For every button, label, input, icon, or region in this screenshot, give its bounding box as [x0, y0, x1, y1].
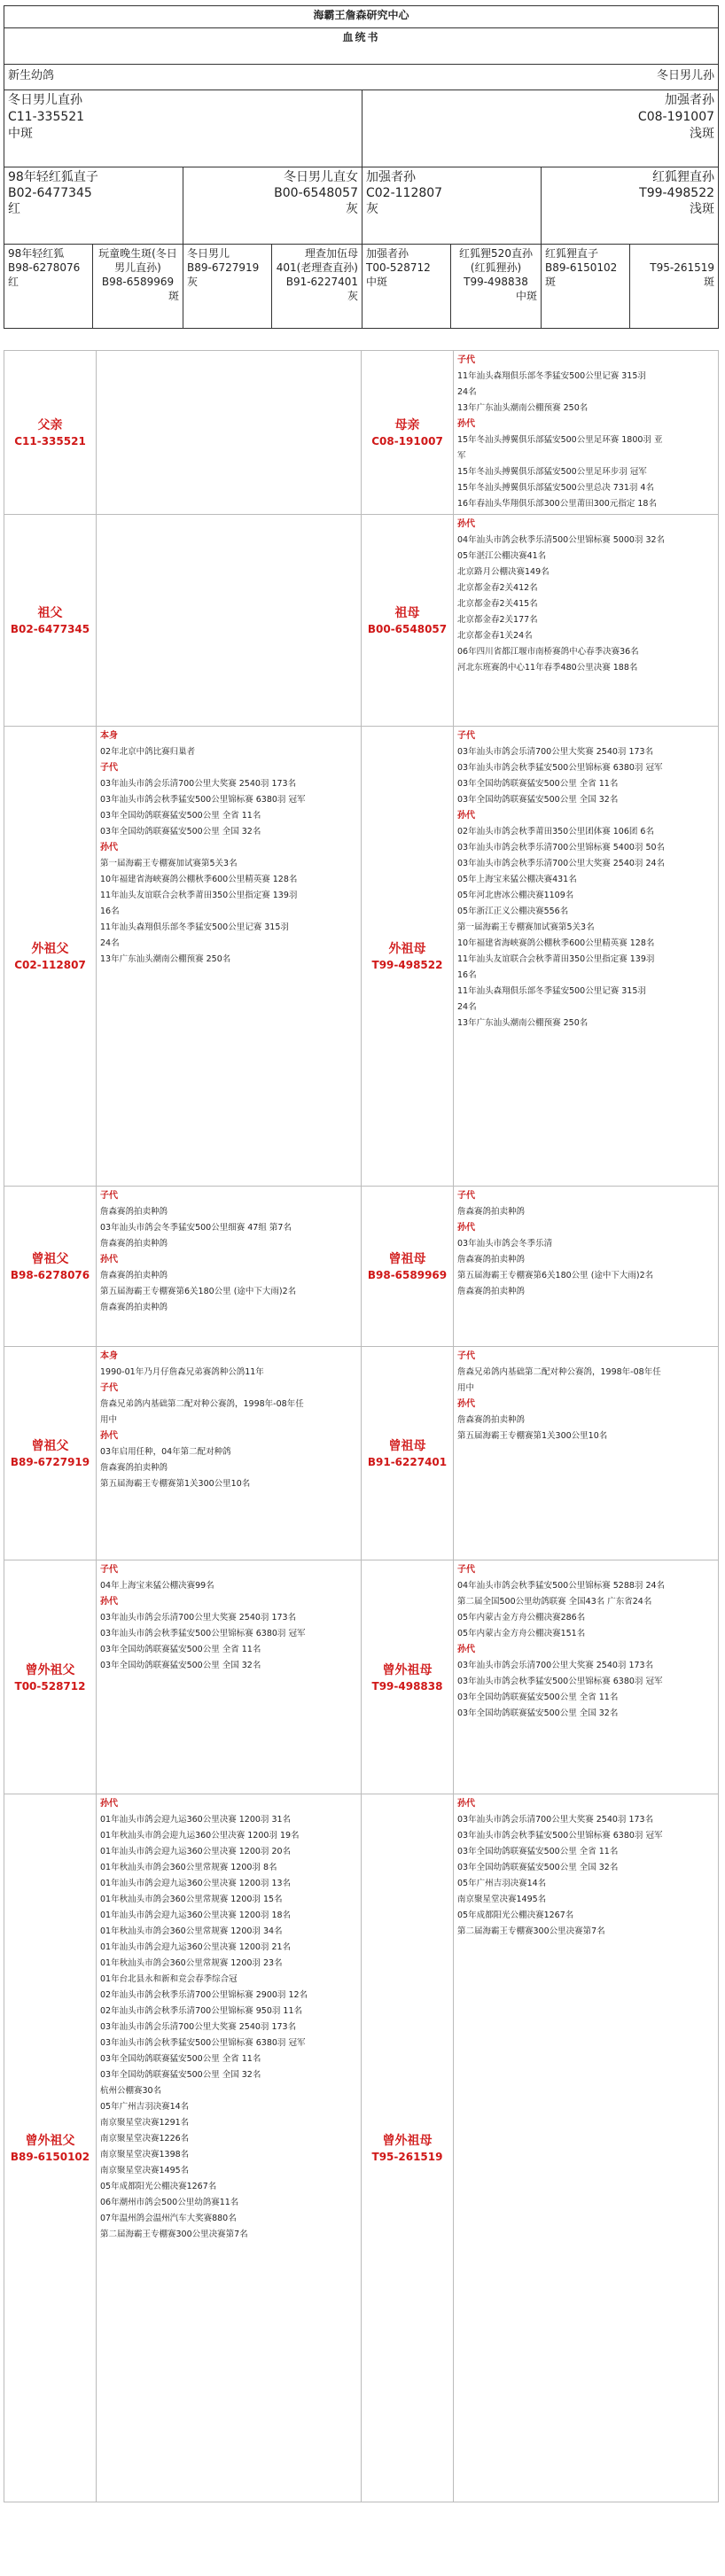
achievement-line: 03年汕头市鸽会乐清700公里大奖赛 2540羽 173名	[457, 1815, 654, 1825]
ancestor-name-cell	[4, 351, 97, 515]
achievement-line: 10年福建省海峡赛鸽公棚秋季600公里精英赛 128名	[457, 938, 655, 948]
achievement-line: 16年春汕头华翔俱乐部300公里莆田300元指定 18名	[457, 499, 657, 509]
record-row	[4, 1187, 719, 1347]
grandparent-cell	[362, 167, 542, 245]
achievement-line: 南京聚星堂决赛1291名	[100, 2118, 190, 2128]
achievement-line: 詹森赛鸽拍卖种鸽	[100, 1463, 168, 1473]
achievement-line: 04年汕头市鸽会秋季猛安500公里锦标赛 5288羽 24名	[457, 1581, 666, 1591]
ancestor-ring: B98-6589969	[367, 1269, 448, 1281]
ancestor-name-cell	[4, 727, 97, 1187]
achievements-cell	[454, 515, 719, 727]
great-grandparent-ring: B98-6589969	[101, 276, 175, 288]
sire-ring: C11-335521	[8, 110, 85, 124]
achievement-line: 詹森赛鸽拍卖种鸽	[100, 1303, 168, 1312]
achievement-line: 詹森赛鸽拍卖种鸽	[457, 1287, 526, 1296]
pedigree-page	[4, 5, 721, 2502]
achievements-cell	[454, 1347, 719, 1560]
achievement-line: 11年汕头友谊联合会秋季莆田350公里指定赛 139羽	[100, 891, 298, 900]
grandparent-cell	[183, 167, 362, 245]
section-heading: 子代	[457, 1351, 475, 1361]
achievement-line: 03年全国幼鸽联赛猛安500公里 全国 32名	[457, 1708, 619, 1718]
achievement-line: 11年汕头友谊联合会秋季莆田350公里指定赛 139羽	[457, 954, 655, 964]
sire-cell	[4, 90, 362, 167]
section-heading: 本身	[100, 731, 118, 741]
ancestor-label: 外祖父	[31, 942, 69, 956]
ancestor-label: 母亲	[394, 418, 420, 432]
ancestor-name-cell	[4, 1187, 97, 1347]
great-grandparent-name: 红狐狸直子	[545, 247, 599, 260]
great-grandparent-color: 中斑	[515, 290, 537, 302]
ancestor-name-cell	[362, 351, 454, 515]
achievement-line: 03年启用任种，04年第二配对种鸽	[100, 1447, 231, 1457]
achievement-line: 05年上海宝来猛公棚决赛431名	[457, 875, 577, 884]
achievement-line: 第二届海霸王专棚赛300公里决赛第7名	[457, 1926, 605, 1936]
great-grandparent-cell	[451, 245, 542, 329]
grandparent-color: 灰	[346, 202, 358, 216]
achievements-cell	[454, 1560, 719, 1794]
great-grandparent-color: 中斑	[366, 276, 388, 288]
achievement-line: 第二届海霸王专棚赛300公里决赛第7名	[100, 2230, 248, 2239]
section-heading: 子代	[100, 1191, 118, 1201]
achievement-line: 第五届海霸王专棚赛第1关300公里10名	[100, 1479, 251, 1489]
achievements-cell	[454, 1187, 719, 1347]
section-heading: 孙代	[100, 1597, 118, 1607]
achievement-line: 用中	[457, 1383, 475, 1393]
section-heading: 本身	[100, 1351, 118, 1361]
achievement-line: 第一届海霸王专棚赛加试赛第5关3名	[100, 859, 238, 868]
achievement-line: 06年潮州市鸽会500公里幼鸽赛11名	[100, 2198, 239, 2207]
achievement-line: 03年全国幼鸽联赛猛安500公里 全国 32名	[100, 1661, 261, 1670]
ancestor-label: 曾外祖父	[25, 1662, 75, 1677]
achievement-line: 03年汕头市鸽会秋季猛安500公里锦标赛 6380羽 冠军	[100, 1629, 306, 1638]
achievement-line: 05年广州吉羽决赛14名	[457, 1879, 547, 1888]
ancestor-name-cell	[362, 1347, 454, 1560]
ancestor-name-cell	[4, 1560, 97, 1794]
achievements-cell	[454, 1794, 719, 2502]
ancestor-name-cell	[362, 1187, 454, 1347]
sire-color: 中斑	[8, 127, 33, 141]
achievement-line: 05年河北唐冰公棚决赛1109名	[457, 891, 574, 900]
section-heading: 子代	[457, 1565, 475, 1575]
great-grandparent-name: 红狐狸520直孙(红狐狸孙)	[459, 247, 533, 274]
section-heading: 孙代	[100, 843, 118, 852]
record-row	[4, 1794, 719, 2502]
ancestor-name-cell	[362, 1560, 454, 1794]
achievement-line: 01年汕头市鸽会迎九运360公里决赛 1200羽 18名	[100, 1911, 292, 1920]
achievement-line: 03年汕头市鸽会秋季猛安500公里锦标赛 6380羽 冠军	[100, 2038, 306, 2048]
ancestor-label: 曾祖母	[388, 1252, 426, 1266]
records-table	[4, 350, 719, 2502]
ancestor-name-cell	[4, 1794, 97, 2502]
ancestor-ring: B02-6477345	[10, 623, 90, 635]
achievement-line: 11年汕头森翔俱乐部冬季猛安500公里记赛 315羽	[100, 922, 289, 932]
achievement-line: 06年四川省都江堰市南桥赛鸽中心春季决赛36名	[457, 647, 639, 657]
achievement-line: 南京聚星堂决赛1398名	[100, 2150, 190, 2160]
document-title: 血统书	[4, 28, 719, 65]
achievements-cell	[454, 351, 719, 515]
ancestor-name-cell	[362, 727, 454, 1187]
achievement-line: 01年汕头市鸽会迎九运360公里决赛 1200羽 13名	[100, 1879, 292, 1888]
achievement-line: 02年汕头市鸽会秋季乐清700公里锦标赛 2900羽 12名	[100, 1990, 308, 2000]
great-grandparent-color: 斑	[545, 276, 557, 288]
ancestor-label: 父亲	[37, 418, 63, 432]
achievement-line: 03年全国幼鸽联赛猛安500公里 全省 11名	[457, 1693, 619, 1702]
ancestor-ring: C02-112807	[14, 959, 86, 971]
achievement-line: 03年全国幼鸽联赛猛安500公里 全国 32名	[457, 1863, 619, 1872]
dam-ring: C08-191007	[637, 110, 715, 124]
section-heading: 孙代	[457, 419, 475, 429]
achievement-line: 03年汕头市鸽会乐清700公里大奖赛 2540羽 173名	[457, 747, 654, 757]
achievement-line: 河北东班赛鸽中心11年春季480公里决赛 188名	[457, 663, 638, 673]
section-heading: 孙代	[100, 1431, 118, 1441]
achievement-line: 第二届全国500公里幼鸽联赛 全国43名 广东省24名	[457, 1597, 652, 1607]
ancestor-ring: B91-6227401	[367, 1456, 448, 1468]
ancestor-ring: T99-498522	[371, 959, 443, 971]
section-heading: 子代	[457, 355, 475, 365]
achievement-line: 北京都金春2关177名	[457, 615, 538, 625]
achievement-line: 13年广东汕头潮南公棚预赛 250名	[457, 403, 589, 413]
achievement-line: 詹森赛鸽拍卖种鸽	[100, 1239, 168, 1249]
achievement-line: 南京聚星堂决赛1495名	[100, 2166, 190, 2175]
dam-color: 浅斑	[690, 127, 715, 141]
achievements-cell	[97, 515, 362, 727]
ancestor-ring: T00-528712	[14, 1679, 86, 1693]
dam-name: 加强者孙	[665, 93, 715, 107]
achievement-line: 03年汕头市鸽会乐清700公里大奖赛 2540羽 173名	[457, 1661, 654, 1670]
achievement-line: 05年内蒙古金方舟公棚决赛286名	[457, 1613, 586, 1623]
achievement-line: 03年全国幼鸽联赛猛安500公里 全国 32名	[100, 827, 261, 837]
achievement-line: 13年广东汕头潮南公棚预赛 250名	[457, 1018, 589, 1028]
achievement-line: 11年汕头森翔俱乐部冬季猛安500公里记赛 315羽	[457, 371, 646, 381]
achievement-line: 07年温州鸽会温州汽车大奖赛880名	[100, 2214, 237, 2223]
grandparent-ring: B02-6477345	[8, 186, 92, 200]
achievement-line: 01年秋汕头市鸽会360公里常规赛 1200羽 8名	[100, 1863, 277, 1872]
ancestor-ring: B00-6548057	[367, 623, 448, 635]
achievement-line: 第五届海霸王专棚赛第1关300公里10名	[457, 1431, 608, 1441]
great-grandparent-ring: T00-528712	[366, 261, 431, 274]
pedigree-chart	[4, 5, 719, 329]
achievement-line: 01年秋汕头市鸽会360公里常规赛 1200羽 34名	[100, 1926, 283, 1936]
record-row	[4, 727, 719, 1187]
ancestor-ring: B89-6727919	[10, 1456, 90, 1468]
achievement-line: 03年汕头市鸽会秋季猛安500公里锦标赛 6380羽 冠军	[457, 763, 663, 773]
center-name: 海霸王詹森研究中心	[4, 6, 719, 28]
grandparent-color: 浅斑	[690, 202, 715, 216]
achievement-line: 北京都金春2关415名	[457, 599, 538, 609]
record-row	[4, 1560, 719, 1794]
owner-right: 冬日男儿孙	[362, 65, 719, 90]
achievement-line: 第五届海霸王专棚赛第6关180公里 (途中下大雨)2名	[457, 1271, 654, 1280]
achievement-line: 詹森赛鸽拍卖种鸽	[100, 1271, 168, 1280]
achievement-line: 03年汕头市鸽会乐清700公里大奖赛 2540羽 173名	[100, 779, 297, 789]
grandparent-name: 红狐狸直孙	[652, 170, 715, 184]
section-heading: 孙代	[100, 1255, 118, 1265]
grandparent-name: 98年轻红狐直子	[8, 170, 98, 184]
section-heading: 子代	[100, 1383, 118, 1393]
ancestor-name-cell	[4, 515, 97, 727]
achievement-line: 10年福建省海峡赛鸽公棚秋季600公里精英赛 128名	[100, 875, 298, 884]
achievements-cell	[454, 727, 719, 1187]
achievement-line: 北京路月公棚决赛149名	[457, 567, 550, 577]
grandparent-cell	[4, 167, 183, 245]
achievement-line: 南京聚星堂决赛1495名	[457, 1895, 547, 1904]
achievement-line: 杭州公棚赛30名	[100, 2086, 162, 2096]
ancestor-label: 曾外祖父	[25, 2134, 75, 2148]
achievement-line: 01年秋汕头市鸽会360公里常规赛 1200羽 15名	[100, 1895, 283, 1904]
record-row	[4, 351, 719, 515]
achievement-line: 军	[457, 451, 466, 461]
achievement-line: 03年汕头市鸽会乐清700公里大奖赛 2540羽 173名	[100, 2022, 297, 2032]
achievement-line: 01年汕头市鸽会迎九运360公里决赛 1200羽 21名	[100, 1942, 292, 1952]
achievement-line: 03年汕头市鸽会冬季乐清	[457, 1239, 553, 1249]
achievement-line: 詹森兄弟鸽内基础第二配对种公赛鸽，1998年-08年任	[457, 1367, 661, 1377]
great-grandparent-name: 冬日男儿	[187, 247, 230, 260]
great-grandparent-ring: T95-261519	[650, 261, 715, 274]
achievement-line: 03年汕头市鸽会秋季猛安500公里锦标赛 6380羽 冠军	[100, 795, 306, 805]
achievement-line: 03年全国幼鸽联赛猛安500公里 全国 32名	[457, 795, 619, 805]
ancestor-label: 曾祖父	[31, 1252, 69, 1266]
section-heading: 子代	[457, 1191, 475, 1201]
great-grandparent-cell	[630, 245, 719, 329]
great-grandparent-ring: T99-498838	[464, 276, 528, 288]
achievement-line: 03年汕头市鸽会秋季乐清700公里大奖赛 2540羽 24名	[457, 859, 666, 868]
achievement-line: 01年秋汕头市鸽会360公里常规赛 1200羽 23名	[100, 1958, 283, 1968]
ancestor-ring: B98-6278076	[10, 1269, 90, 1281]
section-heading: 孙代	[457, 1399, 475, 1409]
achievement-line: 15年冬汕头搏翼俱乐部猛安500公里足环赛 1800羽 亚	[457, 435, 663, 445]
achievements-cell	[97, 727, 362, 1187]
great-grandparent-cell	[93, 245, 183, 329]
achievement-line: 11年汕头森翔俱乐部冬季猛安500公里记赛 315羽	[457, 986, 646, 996]
section-heading: 孙代	[457, 1223, 475, 1233]
records-body	[4, 351, 719, 2502]
ancestor-name-cell	[4, 1347, 97, 1560]
section-heading: 子代	[457, 731, 475, 741]
grandparent-ring: T99-498522	[639, 186, 715, 200]
grandparent-ring: B00-6548057	[274, 186, 358, 200]
ancestor-label: 祖母	[394, 606, 420, 620]
achievement-line: 15年冬汕头搏翼俱乐部猛安500公里足环步羽 冠军	[457, 467, 647, 477]
grandparent-cell	[542, 167, 719, 245]
achievement-line: 03年汕头市鸽会秋季猛安500公里锦标赛 6380羽 冠军	[457, 1831, 663, 1841]
great-grandparent-name: 玩童晚生斑(冬日男儿直孙)	[98, 247, 177, 274]
achievement-line: 03年全国幼鸽联赛猛安500公里 全省 11名	[457, 779, 619, 789]
achievement-line: 03年汕头市鸽会秋季猛安500公里锦标赛 6380羽 冠军	[457, 1677, 663, 1686]
section-heading: 孙代	[457, 811, 475, 821]
achievements-cell	[97, 1347, 362, 1560]
achievement-line: 01年汕头市鸽会迎九运360公里决赛 1200羽 20名	[100, 1847, 292, 1856]
grandparent-color: 红	[8, 202, 20, 216]
achievement-line: 詹森赛鸽拍卖种鸽	[457, 1415, 526, 1425]
great-grandparent-ring: B89-6727919	[187, 261, 260, 274]
achievement-line: 1990-01年乃月仔詹森兄弟赛鸽种公鸽11年	[100, 1367, 264, 1377]
achievements-cell	[97, 351, 362, 515]
ancestor-ring: B89-6150102	[10, 2151, 90, 2163]
great-grandparent-name: 加强者孙	[366, 247, 409, 260]
grandparent-ring: C02-112807	[366, 186, 443, 200]
section-heading: 子代	[100, 763, 118, 773]
achievement-line: 03年全国幼鸽联赛猛安500公里 全省 11名	[100, 2054, 261, 2064]
achievement-line: 詹森赛鸽拍卖种鸽	[100, 1207, 168, 1217]
great-grandparent-name: 98年轻红狐	[8, 247, 65, 260]
great-grandparent-color: 红	[8, 276, 19, 288]
dam-cell	[362, 90, 719, 167]
achievement-line: 05年广州吉羽决赛14名	[100, 2102, 190, 2112]
ancestor-label: 曾外祖母	[382, 2134, 433, 2148]
great-grandparent-color: 斑	[168, 290, 179, 302]
achievement-line: 01年台北县永和新和竞会春季综合冠	[100, 1974, 238, 1984]
ancestor-label: 外祖母	[388, 942, 426, 956]
ancestor-name-cell	[362, 1794, 454, 2502]
record-row	[4, 1347, 719, 1560]
achievement-line: 02年汕头市鸽会秋季乐清700公里锦标赛 950羽 11名	[100, 2006, 302, 2016]
achievement-line: 詹森赛鸽拍卖种鸽	[457, 1255, 526, 1265]
great-grandparent-color: 斑	[704, 276, 715, 288]
achievement-line: 北京都金春2关412名	[457, 583, 538, 593]
achievements-cell	[97, 1794, 362, 2502]
achievement-line: 02年汕头市鸽会秋季莆田350公里团体赛 106团 6名	[457, 827, 654, 837]
ancestor-label: 祖父	[37, 606, 63, 620]
achievement-line: 03年汕头市鸽会乐清700公里大奖赛 2540羽 173名	[100, 1613, 297, 1623]
achievement-line: 詹森兄弟鸽内基础第二配对种公赛鸽，1998年-08年任	[100, 1399, 304, 1409]
achievement-line: 05年浙江正义公棚决赛556名	[457, 907, 569, 916]
great-grandparent-cell	[542, 245, 630, 329]
ancestor-label: 曾祖父	[31, 1439, 69, 1453]
achievement-line: 04年上海宝来猛公棚决赛99名	[100, 1581, 214, 1591]
ancestor-label: 曾祖母	[388, 1439, 426, 1453]
section-heading: 孙代	[457, 1799, 475, 1809]
achievement-line: 第一届海霸王专棚赛加试赛第5关3名	[457, 922, 595, 932]
great-grandparent-ring: B98-6278076	[8, 261, 81, 274]
ancestor-label: 曾外祖母	[382, 1662, 433, 1677]
achievement-line: 02年北京中鸽比赛归巢者	[100, 747, 196, 757]
achievement-line: 05年成都阳光公棚决赛1267名	[100, 2182, 217, 2191]
achievements-cell	[97, 1560, 362, 1794]
great-grandparent-name	[634, 246, 714, 261]
achievement-line: 03年全国幼鸽联赛猛安500公里 全省 11名	[100, 811, 261, 821]
section-heading: 子代	[100, 1565, 118, 1575]
achievement-line: 北京都金春1关24名	[457, 631, 533, 641]
great-grandparent-color: 灰	[187, 276, 199, 288]
achievements-cell	[97, 1187, 362, 1347]
achievement-line: 15年冬汕头搏翼俱乐部猛安500公里总决 731羽 4名	[457, 483, 654, 493]
ancestor-ring: C08-191007	[371, 435, 443, 447]
achievement-line: 04年汕头市鸽会秋季乐清500公里锦标赛 5000羽 32名	[457, 535, 666, 545]
achievement-line: 16名	[457, 970, 477, 980]
achievement-line: 03年汕头市鸽会冬季猛安500公里细赛 47组 第7名	[100, 1223, 292, 1233]
achievement-line: 05年湛江公棚决赛41名	[457, 551, 547, 561]
grandparent-name: 冬日男儿直女	[284, 170, 358, 184]
great-grandparent-cell	[362, 245, 451, 329]
section-heading: 孙代	[457, 1645, 475, 1654]
achievement-line: 24名	[100, 938, 120, 948]
sire-name: 冬日男儿直孙	[8, 93, 82, 107]
great-grandparent-cell	[4, 245, 93, 329]
achievement-line: 05年成都阳光公棚决赛1267名	[457, 1911, 574, 1920]
great-grandparent-ring: B91-6227401	[285, 276, 358, 288]
achievement-line: 16名	[100, 907, 120, 916]
great-grandparent-color: 灰	[347, 290, 358, 302]
ancestor-ring: T99-498838	[371, 1679, 443, 1693]
record-row	[4, 515, 719, 727]
ancestor-ring: T95-261519	[371, 2151, 443, 2163]
grandparent-color: 灰	[366, 202, 378, 216]
great-grandparent-name: 理查加伍母401(老理查直孙)	[276, 247, 358, 274]
achievement-line: 03年全国幼鸽联赛猛安500公里 全国 32名	[100, 2070, 261, 2080]
ancestor-ring: C11-335521	[14, 435, 86, 447]
ancestor-name-cell	[362, 515, 454, 727]
achievement-line: 第五届海霸王专棚赛第6关180公里 (途中下大雨)2名	[100, 1287, 297, 1296]
owner-left: 新生幼鸽	[4, 65, 362, 90]
achievement-line: 用中	[100, 1415, 118, 1425]
achievement-line: 03年汕头市鸽会秋季乐清700公里锦标赛 5400羽 50名	[457, 843, 666, 852]
great-grandparent-cell	[272, 245, 362, 329]
great-grandparent-cell	[183, 245, 272, 329]
section-heading: 孙代	[100, 1799, 118, 1809]
achievement-line: 03年全国幼鸽联赛猛安500公里 全省 11名	[100, 1645, 261, 1654]
achievement-line: 03年全国幼鸽联赛猛安500公里 全省 11名	[457, 1847, 619, 1856]
achievement-line: 詹森赛鸽拍卖种鸽	[457, 1207, 526, 1217]
grandparent-name: 加强者孙	[366, 170, 416, 184]
achievement-line: 24名	[457, 1002, 477, 1012]
achievement-line: 南京聚星堂决赛1226名	[100, 2134, 190, 2144]
achievement-line: 01年汕头市鸽会迎九运360公里决赛 1200羽 31名	[100, 1815, 292, 1825]
achievement-line: 13年广东汕头潮南公棚预赛 250名	[100, 954, 231, 964]
section-heading: 孙代	[457, 519, 475, 529]
achievement-line: 01年秋汕头市鸽会迎九运360公里决赛 1200羽 19名	[100, 1831, 300, 1841]
achievement-line: 05年内蒙古金方舟公棚决赛151名	[457, 1629, 586, 1638]
great-grandparent-ring: B89-6150102	[545, 261, 618, 274]
achievement-line: 24名	[457, 387, 477, 397]
